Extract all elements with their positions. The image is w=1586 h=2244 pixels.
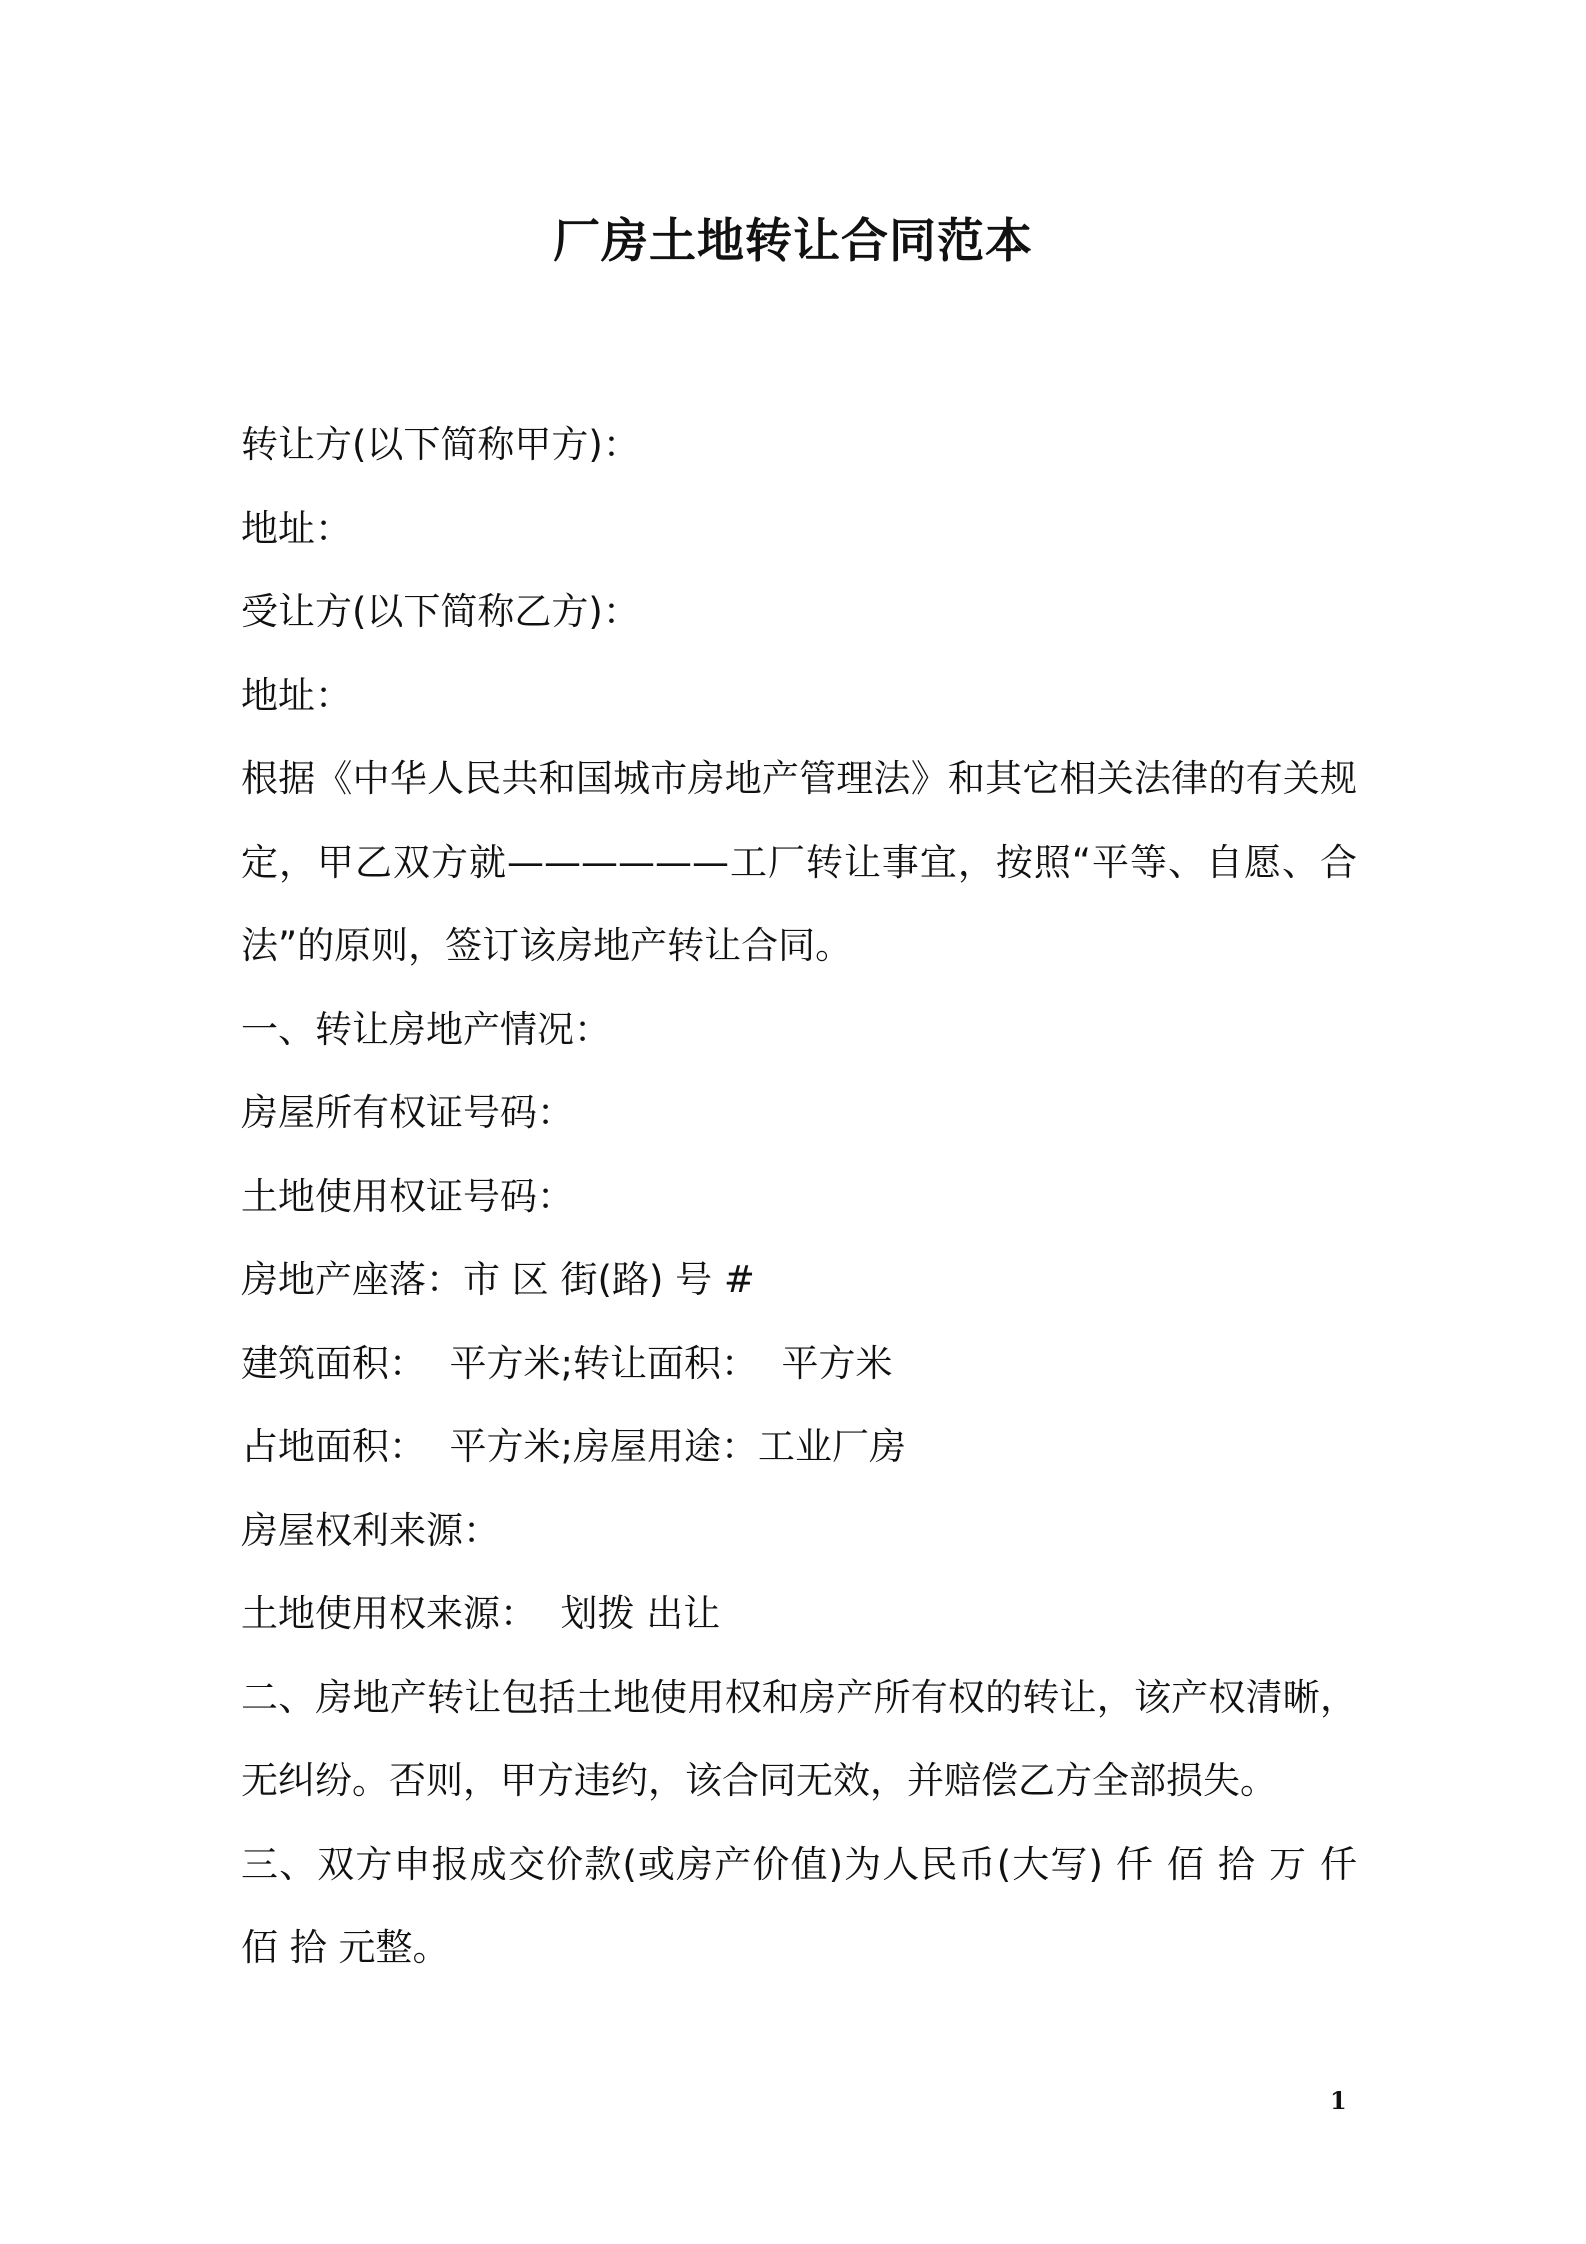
paragraph-section-one-heading: 一、转让房地产情况： [241,1007,611,1051]
paragraph-land-rights-source: 土地使用权来源： 划拨 出让 [241,1592,721,1635]
paragraph-house-certificate: 房屋所有权证号码： [241,1091,574,1134]
paragraph-transferor-address: 地址： [241,506,352,550]
paragraph-land-area: 占地面积： 平方米;房屋用途：工业厂房 [241,1425,906,1468]
paragraph-legal-basis: 根据《中华人民共和国城市房地产管理法》和其它相关法律的有关规定，甲乙双方就——————工厂转让事宜，按照“平等、自愿、合法”的原则，签订该房地产转让合同。 [241,757,1357,967]
page-number: 1 [1330,2086,1347,2115]
paragraph-section-three: 三、双方申报成交价款(或房产价值)为人民币(大写) 仟 佰 拾 万 仟 佰 拾 元整。 [241,1842,1369,1969]
paragraph-section-two: 二、房地产转让包括土地使用权和房产所有权的转让，该产权清晰，无纠纷。否则，甲方违约，该合同无效，并赔偿乙方全部损失。 [241,1675,1357,1802]
paragraph-transferor: 转让方(以下简称甲方)： [241,423,640,466]
paragraph-building-area: 建筑面积： 平方米;转让面积： 平方米 [241,1341,893,1385]
paragraph-land-certificate: 土地使用权证号码： [241,1174,574,1218]
paragraph-transferee-address: 地址： [241,673,352,717]
paragraph-location: 房地产座落：市 区 街(路) 号 # [241,1258,755,1301]
document-title: 厂房土地转让合同范本 [553,214,1033,269]
paragraph-transferee: 受让方(以下简称乙方)： [241,590,640,633]
paragraph-house-rights-source: 房屋权利来源： [241,1508,500,1552]
document-body [241,403,1369,1990]
